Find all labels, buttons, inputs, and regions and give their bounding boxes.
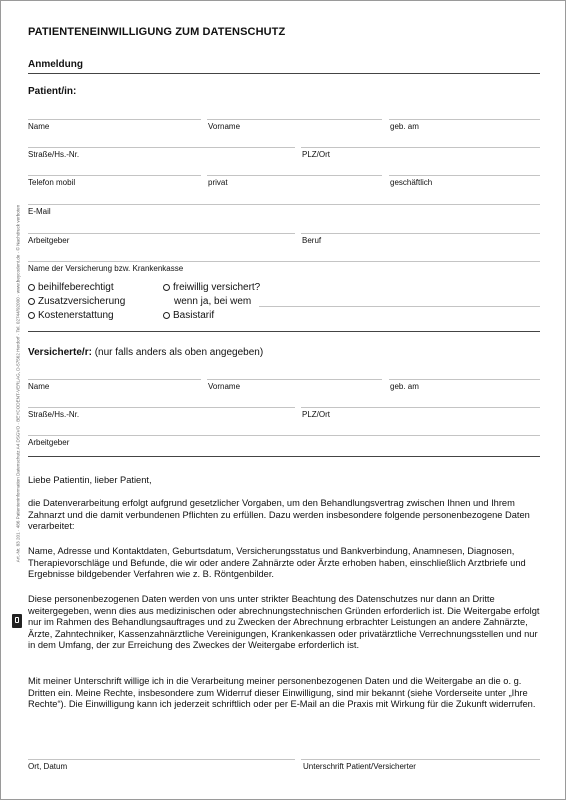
publisher-logo-icon: [12, 614, 22, 628]
radio-circle-icon[interactable]: [28, 312, 35, 319]
form-title: PATIENTENEINWILLIGUNG ZUM DATENSCHUTZ: [28, 26, 286, 38]
telefon-mobil-field[interactable]: Telefon mobil: [28, 178, 76, 187]
divider: [28, 456, 540, 457]
v-arbeitgeber-line: [28, 435, 540, 436]
geschaeftlich-line: [389, 175, 540, 176]
email-field[interactable]: E-Mail: [28, 207, 51, 216]
geb-am-field[interactable]: geb. am: [390, 122, 419, 131]
option-label: freiwillig versichert?: [173, 282, 261, 293]
email-line: [28, 204, 540, 205]
geschaeftlich-field[interactable]: geschäftlich: [390, 178, 433, 187]
option-label: Kostenerstattung: [38, 310, 114, 321]
strasse-line: [28, 147, 295, 148]
strasse-field[interactable]: Straße/Hs.-Nr.: [28, 150, 80, 159]
vorname-field[interactable]: Vorname: [208, 122, 241, 131]
versicherung-field[interactable]: Name der Versicherung bzw. Krankenkasse: [28, 264, 184, 273]
wenn-ja-line[interactable]: [259, 306, 540, 307]
privat-field[interactable]: privat: [208, 178, 228, 187]
letter-paragraph-2: Name, Adresse und Kontaktdaten, Geburtsdatum, Versicherungsstatus und Bankverbindung, Anamnesen, Diagnosen, Therapievorschläge und Befunde, die wir oder andere Zahnärzte oder Ärzte erhoben haben, einschließlich Arztbriefe und Ergebnisse bildgebender Verfahren wie z. B. Röntgenbilder.: [28, 546, 526, 580]
ort-datum-field[interactable]: Ort, Datum: [28, 762, 68, 771]
beruf-field[interactable]: Beruf: [302, 236, 322, 245]
arbeitgeber-field[interactable]: Arbeitgeber: [28, 236, 70, 245]
section-versicherte-title: Versicherte/r:: [28, 347, 92, 358]
side-imprint: [13, 181, 23, 591]
radio-circle-icon[interactable]: [163, 312, 170, 319]
v-strasse-line: [28, 407, 295, 408]
option-label: beihilfeberechtigt: [38, 282, 114, 293]
section-anmeldung: Anmeldung: [28, 59, 83, 70]
divider: [28, 73, 540, 74]
v-plz-ort-field[interactable]: PLZ/Ort: [302, 410, 331, 419]
section-versicherte-note: (nur falls anders als oben angegeben): [94, 347, 264, 358]
radio-circle-icon[interactable]: [28, 284, 35, 291]
option-label: Basistarif: [173, 310, 215, 321]
v-geb-line: [389, 379, 540, 380]
section-patient: Patient/in:: [28, 86, 77, 97]
option-zusatz[interactable]: [28, 296, 125, 307]
v-name-line: [28, 379, 201, 380]
radio-circle-icon[interactable]: [28, 298, 35, 305]
name-field[interactable]: Name: [28, 122, 50, 131]
ort-datum-line: [28, 759, 295, 760]
v-name-field[interactable]: Name: [28, 382, 50, 391]
v-strasse-field[interactable]: Straße/Hs.-Nr.: [28, 410, 80, 419]
geb-line: [389, 119, 540, 120]
section-versicherte: [28, 347, 263, 358]
v-plz-line: [301, 407, 540, 408]
v-arbeitgeber-field[interactable]: Arbeitgeber: [28, 438, 70, 447]
v-vorname-line: [207, 379, 382, 380]
side-imprint-text: Art.-Nr. 83 201 · 486 Patienteninformation Datenschutz A4 DSGVO · BEYCODENT-VERLAG, D-57562 Herdorf · Tel. 02744/92000 · www.beycodent.de · © Nachdruck verboten: [15, 204, 21, 563]
privat-line: [207, 175, 382, 176]
option-basistarif[interactable]: [163, 310, 214, 321]
vorname-line: [207, 119, 382, 120]
unterschrift-field[interactable]: Unterschrift Patient/Versicherter: [303, 762, 416, 771]
divider: [28, 331, 540, 332]
arbeitgeber-line: [28, 233, 295, 234]
option-kosten[interactable]: [28, 310, 114, 321]
letter-paragraph-3: Diese personenbezogenen Daten werden von uns unter strikter Beachtung des Datenschutzes nur dann an Dritte weitergegeben, wenn dies aus medizinischen oder abrechnungstechnischen Gründen erforderlich ist. Die Weitergabe erfolgt nur im Rahmen des Behandlungsauftrages und zu Zwecken der Abrechnung erbrachter Leistungen an andere Zahnärzte, Ärzte, Zahntechniker, Kassenzahnärztliche Vereinigungen, Krankenkassen oder privatärztliche Verrechnungsstellen und nur in dem Umfang, der zur Erreichung des Zweckes der Weitergabe erforderlich ist.: [28, 594, 540, 651]
option-freiwillig[interactable]: [163, 282, 260, 293]
letter-paragraph-1: die Datenverarbeitung erfolgt aufgrund gesetzlicher Vorgaben, um den Behandlungsvertrag zwischen Ihnen und Ihrem Zahnarzt und die damit verbundenen Pflichten zu erfüllen. Dazu werden insbesondere folgende personenbezogene Daten verarbeitet:: [28, 498, 530, 532]
telefon-line: [28, 175, 201, 176]
radio-circle-icon[interactable]: [163, 284, 170, 291]
wenn-ja-label: wenn ja, bei wem: [174, 296, 252, 307]
plz-ort-field[interactable]: PLZ/Ort: [302, 150, 331, 159]
letter-greeting: Liebe Patientin, lieber Patient,: [28, 475, 152, 485]
option-label: Zusatzversicherung: [38, 296, 126, 307]
v-geb-am-field[interactable]: geb. am: [390, 382, 419, 391]
plz-line: [301, 147, 540, 148]
name-line: [28, 119, 201, 120]
option-beihilfe[interactable]: [28, 282, 114, 293]
unterschrift-line: [301, 759, 540, 760]
letter-paragraph-4: Mit meiner Unterschrift willige ich in die Verarbeitung meiner personenbezogenen Daten und die Weitergabe an die o. g. Dritten ein. Meine Rechte, insbesondere zum Widerruf dieser Einwilligung, sind mir bekannt (siehe Vorderseite unter „Ihre Rechte“). Die Einwilligung kann ich jederzeit schriftlich oder per E-Mail an die Praxis mit Wirkung für die Zukunft widerrufen.: [28, 676, 536, 710]
beruf-line: [301, 233, 540, 234]
v-vorname-field[interactable]: Vorname: [208, 382, 241, 391]
versicherung-line: [28, 261, 540, 262]
